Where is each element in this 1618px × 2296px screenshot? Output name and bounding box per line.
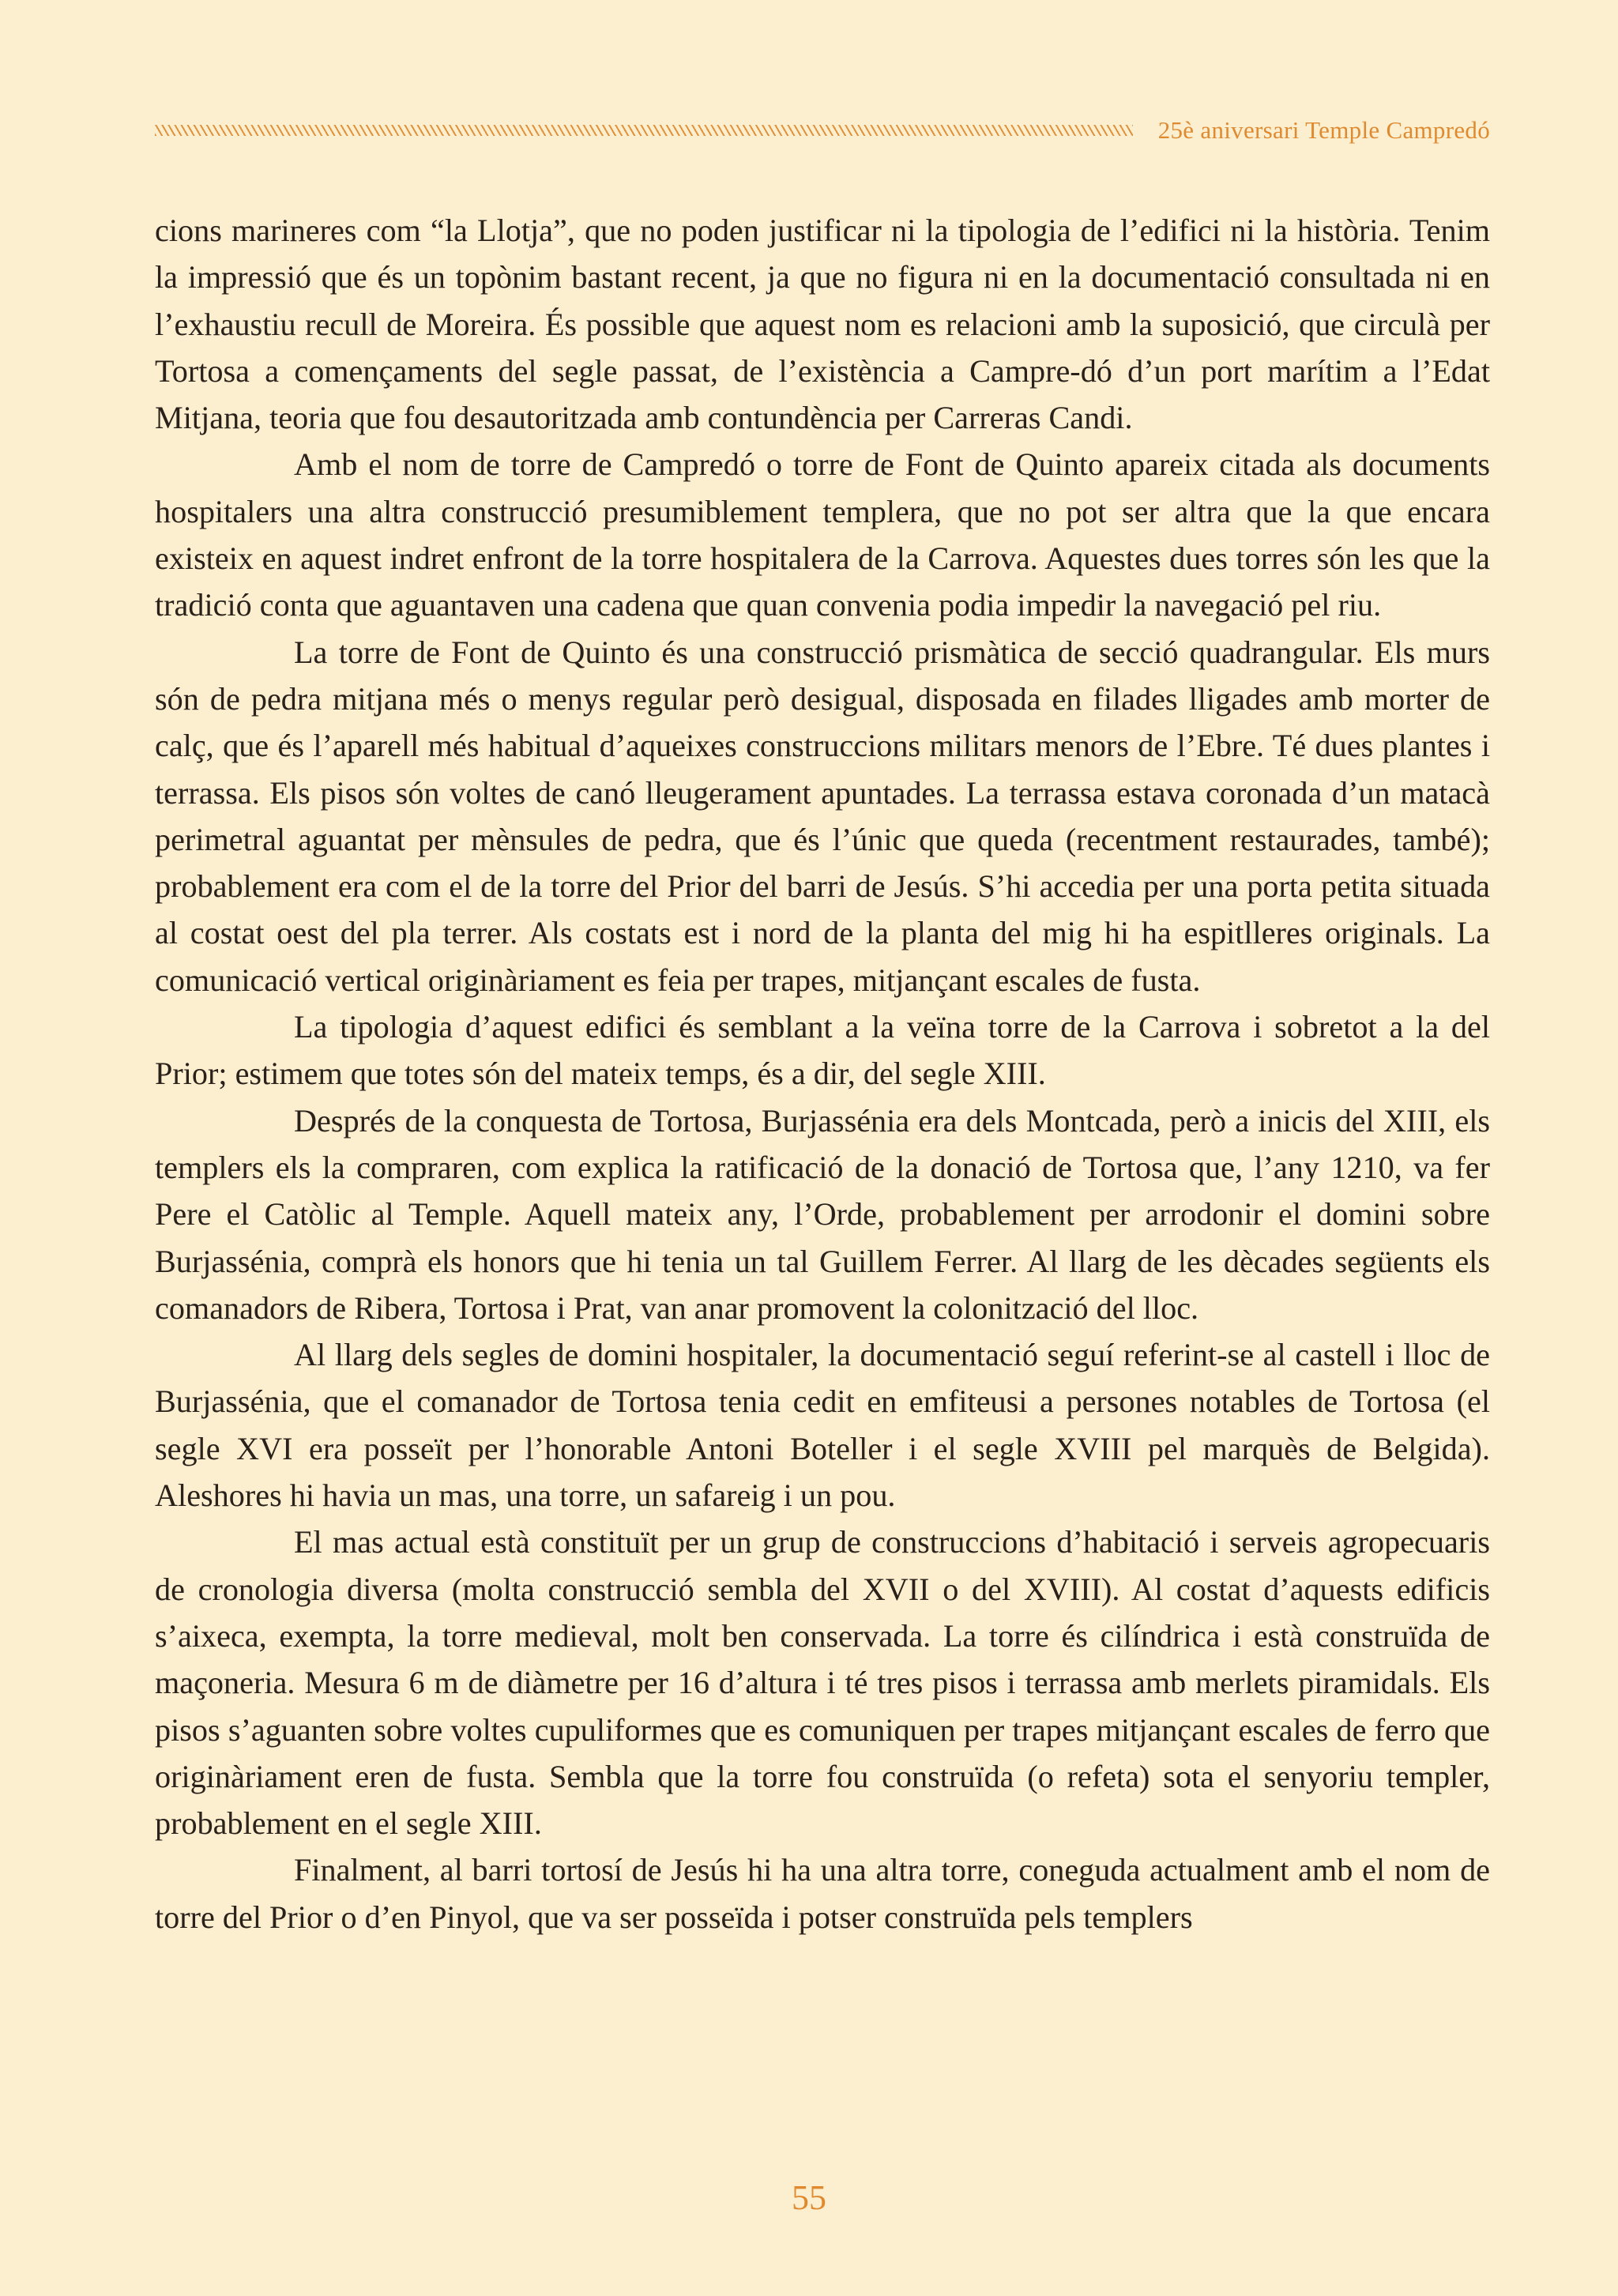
- page-number: 55: [792, 2178, 826, 2217]
- page-header: [155, 111, 1490, 150]
- running-header-title: 25è aniversari Temple Campredó: [1157, 116, 1490, 144]
- paragraph: La torre de Font de Quinto és una construcció prismàtica de secció quadrangular. Els murs són de pedra mitjana més o menys regular però desigual, disposada en filades lligades amb morter de calç, que és l’aparell més habitual d’aqueixes construccions militars menors de l’Ebre. Té dues plantes i terrassa. Els pisos són voltes de canó lleugerament apuntades. La terrassa estava coronada d’un matacà perimetral aguantat per mènsules de pedra, que és l’únic que queda (recentment restaurades, també); probablement era com el de la torre del Prior del barri de Jesús. S’hi accedia per una porta petita situada al costat oest del pla terrer. Als costats est i nord de la planta del mig hi ha espitlleres originals. La comunicació vertical originàriament es feia per trapes, mitjançant escales de fusta.: [155, 634, 1490, 998]
- paragraph: Després de la conquesta de Tortosa, Burjassénia era dels Montcada, però a inicis del XIII, els templers els la compraren, com explica la ratificació de la donació de Tortosa que, l’any 1210, va fer Pere el Catòlic al Temple. Aquell mateix any, l’Orde, probablement per arrodonir el domini sobre Burjassénia, comprà els honors que hi tenia un tal Guillem Ferrer. Al llarg de les dècades següents els comanadors de Ribera, Tortosa i Prat, van anar promovent la colonització del lloc.: [155, 1102, 1490, 1326]
- decorative-header-rule: [155, 125, 1133, 136]
- paragraph-continued: cions marineres com “la Llotja”, que no poden justificar ni la tipologia de l’edifici ni la història. Tenim la impressió que és un topònim bastant recent, ja que no figura ni en la documentació consultada ni en l’exhaustiu recull de Moreira. És possible que aquest nom es relacioni amb la suposició, que circulà per Tortosa a començaments del segle passat, de l’existència a Campre-dó d’un port marítim a l’Edat Mitjana, teoria que fou desautoritzada amb contundència per Carreras Candi.: [155, 213, 1490, 436]
- paragraph: Finalment, al barri tortosí de Jesús hi ha una altra torre, coneguda actualment amb el nom de torre del Prior o d’en Pinyol, que va ser posseïda i potser construïda pels templers: [155, 1852, 1490, 1935]
- paragraph: La tipologia d’aquest edifici és semblant a la veïna torre de la Carrova i sobretot a la del Prior; estimem que totes són del mateix temps, és a dir, del segle XIII.: [155, 1009, 1490, 1092]
- paragraph: Al llarg dels segles de domini hospitaler, la documentació seguí referint-se al castell i lloc de Burjassénia, que el comanador de Tortosa tenia cedit en emfiteusi a persones notables de Tortosa (el segle XVI era posseït per l’honorable Antoni Boteller i el segle XVIII pel marquès de Belgida). Aleshores hi havia un mas, una torre, un safareig i un pou.: [155, 1337, 1490, 1514]
- main-text: [155, 207, 1490, 1940]
- paragraph: Amb el nom de torre de Campredó o torre de Font de Quinto apareix citada als documents hospitalers una altra construcció presumiblement templera, que no pot ser altra que la que encara existeix en aquest indret enfront de la torre hospitalera de la Carrova. Aquestes dues torres són les que la tradició conta que aguantaven una cadena que quan convenia podia impedir la navegació pel riu.: [155, 446, 1490, 623]
- paragraph: El mas actual està constituït per un grup de construccions d’habitació i serveis agropecuaris de cronologia diversa (molta construcció sembla del XVII o del XVIII). Al costat d’aquests edificis s’aixeca, exempta, la torre medieval, molt ben conservada. La torre és cilíndrica i està construïda de maçoneria. Mesura 6 m de diàmetre per 16 d’altura i té tres pisos i terrassa amb merlets piramidals. Els pisos s’aguanten sobre voltes cupuliformes que es comuniquen per trapes mitjançant escales de ferro que originàriament eren de fusta. Sembla que la torre fou construïda (o refeta) sota el senyoriu templer, probablement en el segle XIII.: [155, 1524, 1490, 1842]
